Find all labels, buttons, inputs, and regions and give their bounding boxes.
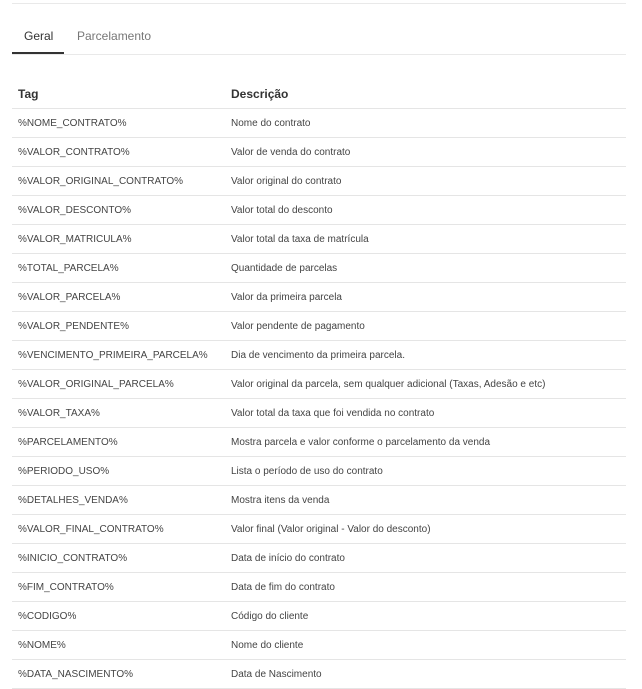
tag-cell: %VALOR_TAXA% — [12, 399, 225, 428]
table-row — [12, 399, 626, 428]
tab-bar — [12, 24, 626, 55]
tag-cell: %VALOR_CONTRATO% — [12, 138, 225, 167]
tag-cell: %VALOR_PENDENTE% — [12, 312, 225, 341]
description-cell: Valor final (Valor original - Valor do desconto) — [225, 515, 626, 544]
tag-cell: %DETALHES_VENDA% — [12, 486, 225, 515]
table-row — [12, 573, 626, 602]
description-cell: Data de início do contrato — [225, 544, 626, 573]
description-cell: Nome do cliente — [225, 631, 626, 660]
tag-cell: %NOME% — [12, 631, 225, 660]
table-row — [12, 660, 626, 689]
description-cell: Lista o período de uso do contrato — [225, 457, 626, 486]
tag-cell: %PARCELAMENTO% — [12, 428, 225, 457]
table-row — [12, 486, 626, 515]
tag-cell: %VALOR_ORIGINAL_PARCELA% — [12, 370, 225, 399]
description-cell: Nome do contrato — [225, 109, 626, 138]
description-cell: Dia de vencimento da primeira parcela. — [225, 341, 626, 370]
table-row — [12, 254, 626, 283]
description-cell: Valor de venda do contrato — [225, 138, 626, 167]
description-cell: Código do cliente — [225, 602, 626, 631]
description-cell: Valor total da taxa de matrícula — [225, 225, 626, 254]
tag-cell: %FIM_CONTRATO% — [12, 573, 225, 602]
table-row — [12, 602, 626, 631]
table-row — [12, 370, 626, 399]
tag-cell: %INICIO_CONTRATO% — [12, 544, 225, 573]
tab-geral[interactable]: Geral — [12, 24, 64, 54]
description-cell: Valor total do desconto — [225, 196, 626, 225]
tag-cell: %DATA_NASCIMENTO% — [12, 660, 225, 689]
tag-cell: %VALOR_PARCELA% — [12, 283, 225, 312]
tag-cell: %VENCIMENTO_PRIMEIRA_PARCELA% — [12, 341, 225, 370]
table-row — [12, 341, 626, 370]
description-cell: Data de Nascimento — [225, 660, 626, 689]
column-header-tag: Tag — [12, 80, 225, 109]
description-cell: Valor total da taxa que foi vendida no contrato — [225, 399, 626, 428]
table-row — [12, 196, 626, 225]
tag-cell: %NOME_CONTRATO% — [12, 109, 225, 138]
tag-cell: %CODIGO% — [12, 602, 225, 631]
description-cell: Valor original da parcela, sem qualquer adicional (Taxas, Adesão e etc) — [225, 370, 626, 399]
tag-cell: %VALOR_DESCONTO% — [12, 196, 225, 225]
description-cell: Mostra parcela e valor conforme o parcelamento da venda — [225, 428, 626, 457]
tag-cell: %PERIODO_USO% — [12, 457, 225, 486]
table-body — [12, 109, 626, 689]
table-row — [12, 283, 626, 312]
table-row — [12, 138, 626, 167]
tag-cell: %VALOR_FINAL_CONTRATO% — [12, 515, 225, 544]
description-cell: Valor pendente de pagamento — [225, 312, 626, 341]
description-cell: Data de fim do contrato — [225, 573, 626, 602]
table-row — [12, 225, 626, 254]
tag-cell: %TOTAL_PARCELA% — [12, 254, 225, 283]
table-row — [12, 457, 626, 486]
description-cell: Quantidade de parcelas — [225, 254, 626, 283]
table-row — [12, 515, 626, 544]
table-row — [12, 109, 626, 138]
table-row — [12, 544, 626, 573]
tab-parcelamento[interactable]: Parcelamento — [77, 29, 152, 43]
tag-cell: %VALOR_MATRICULA% — [12, 225, 225, 254]
table-header-row — [12, 80, 626, 109]
tags-table — [12, 80, 626, 689]
tag-cell: %VALOR_ORIGINAL_CONTRATO% — [12, 167, 225, 196]
description-cell: Valor original do contrato — [225, 167, 626, 196]
description-cell: Valor da primeira parcela — [225, 283, 626, 312]
table-row — [12, 428, 626, 457]
table-row — [12, 167, 626, 196]
column-header-description: Descrição — [225, 80, 626, 109]
description-cell: Mostra itens da venda — [225, 486, 626, 515]
table-row — [12, 312, 626, 341]
table-row — [12, 631, 626, 660]
top-divider — [12, 3, 626, 4]
